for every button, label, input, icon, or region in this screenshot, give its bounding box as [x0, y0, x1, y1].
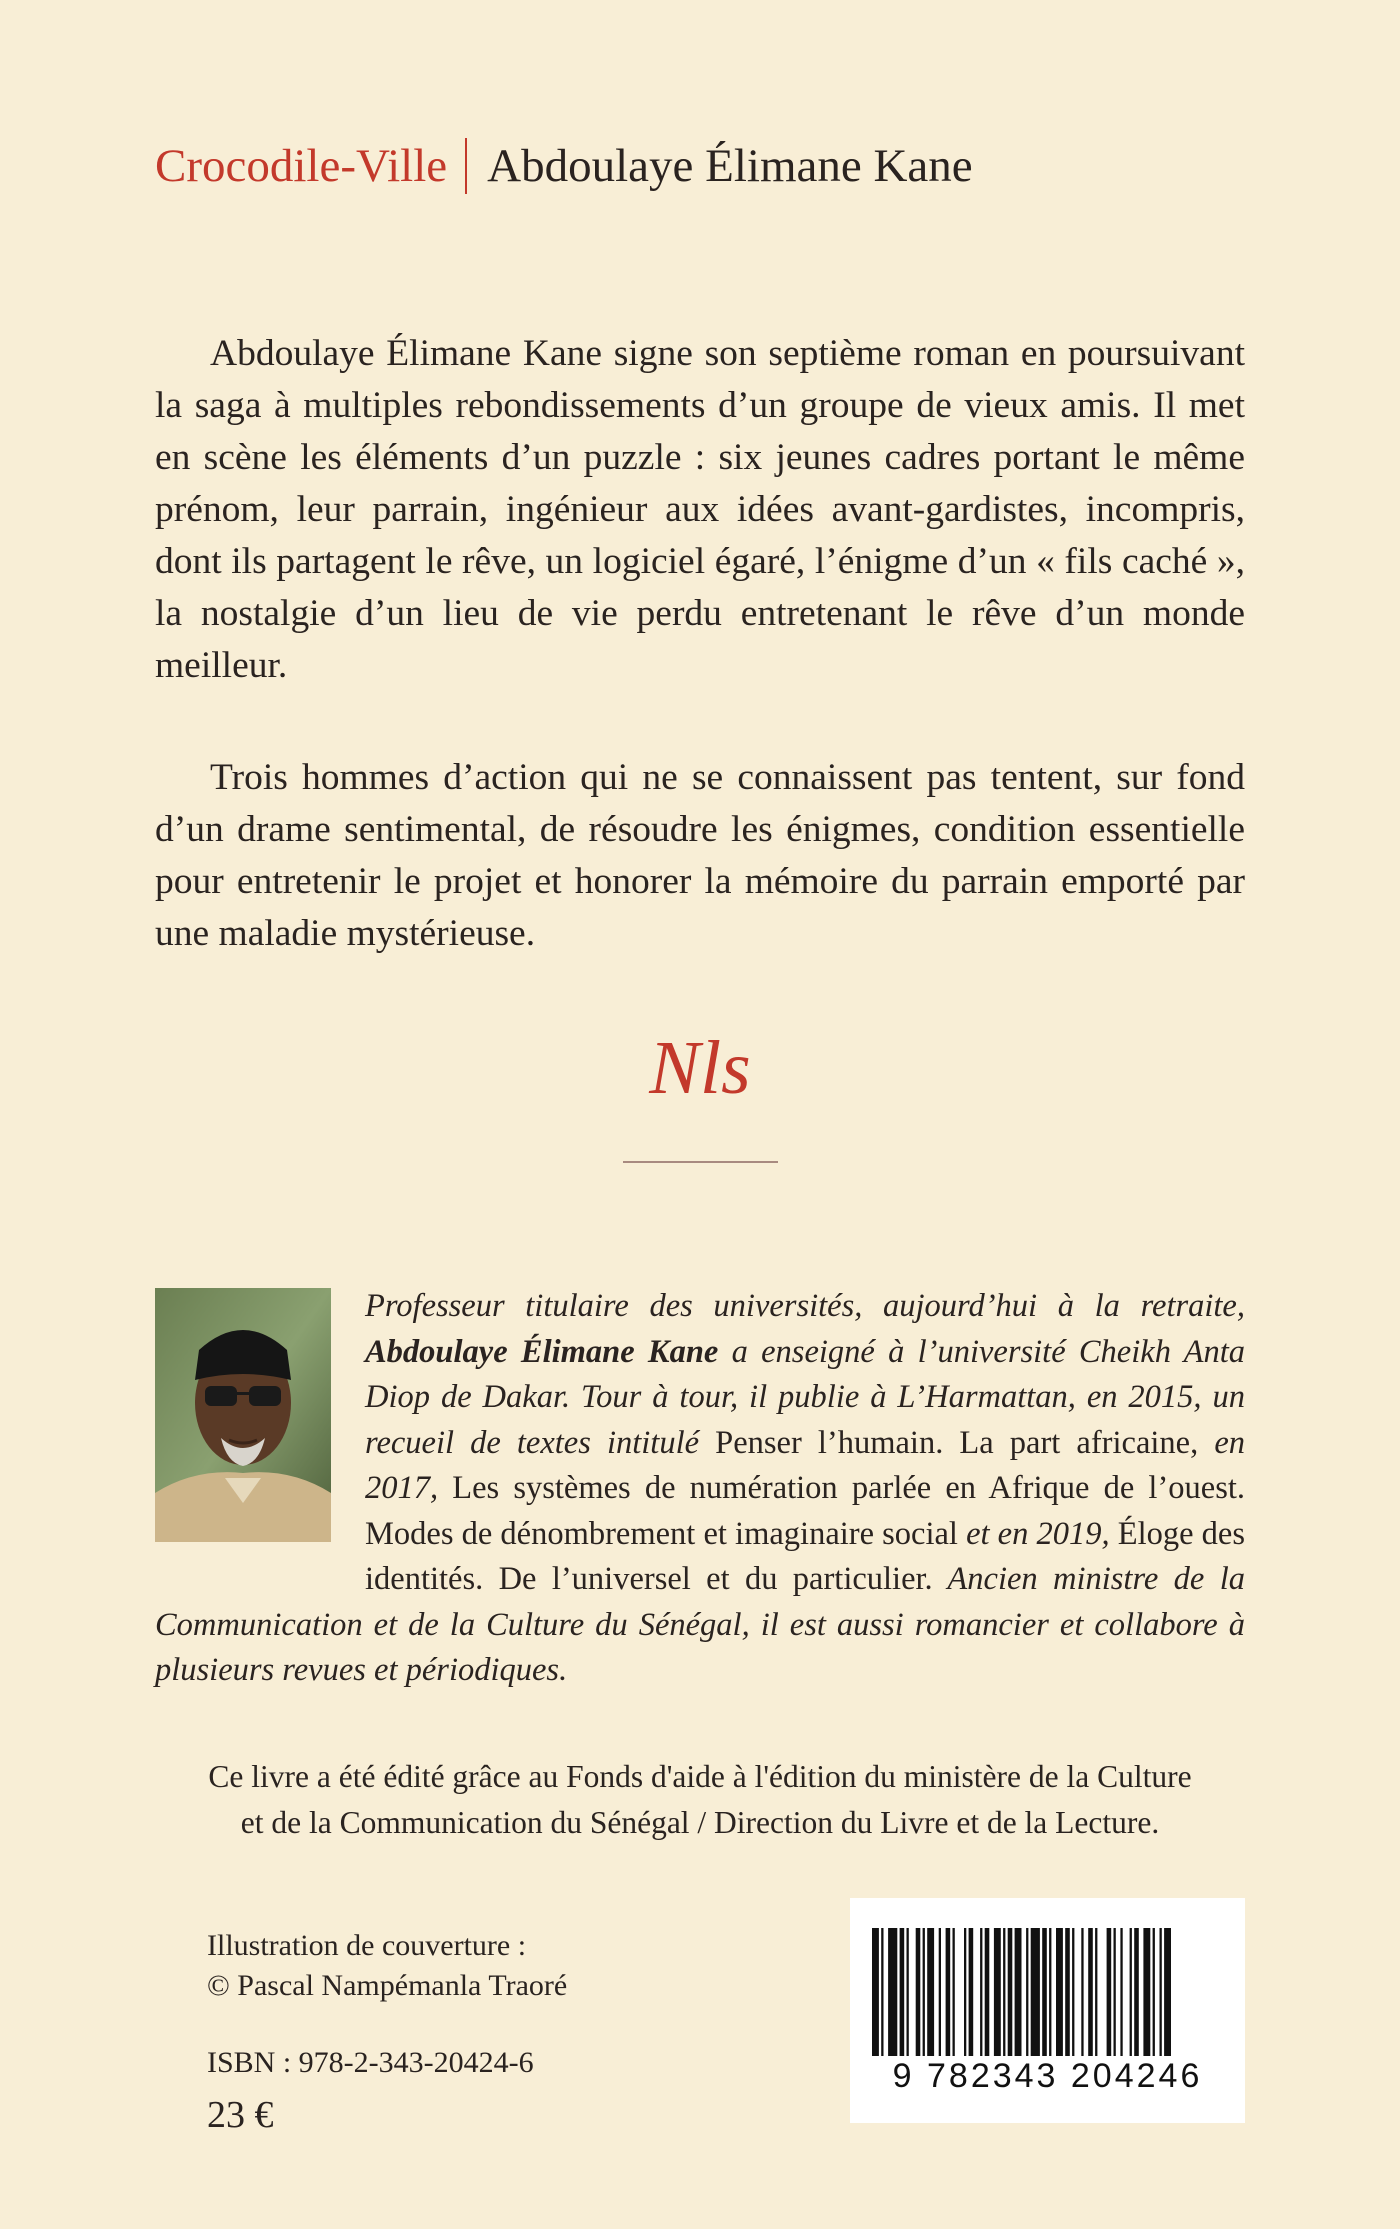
barcode-bar: [985, 1928, 990, 2056]
barcode-bar: [1081, 1928, 1083, 2056]
barcode-bar: [953, 1928, 955, 2056]
publisher-logo: Nls: [649, 1026, 751, 1110]
bio-text-3: en 2017,: [365, 1424, 1245, 1506]
barcode-bar: [1160, 1928, 1162, 2056]
barcode-bar: [1015, 1928, 1022, 2056]
book-title: Crocodile-Ville: [155, 139, 448, 192]
barcode: [850, 1898, 1245, 2123]
barcode-bar: [1065, 1928, 1070, 2056]
barcode-bar: [1107, 1928, 1112, 2056]
barcode-bar: [1164, 1928, 1171, 2056]
book-author: Abdoulaye Élimane Kane: [487, 139, 973, 192]
barcode-bar: [946, 1928, 951, 2056]
credits-line-2: © Pascal Nampémanla Traoré: [207, 1969, 568, 2002]
barcode-bar: [1056, 1928, 1063, 2056]
cover-credits: [207, 1926, 567, 2006]
barcode-bar: [881, 1928, 883, 2056]
barcode-bar: [1072, 1928, 1074, 2056]
barcode-bar: [1095, 1928, 1097, 2056]
barcode-digits: 9 782343 204246: [892, 2057, 1203, 2095]
author-bio: [155, 1284, 1245, 1694]
barcode-bar: [916, 1928, 921, 2056]
barcode-bar: [907, 1928, 909, 2056]
barcode-bar: [888, 1928, 897, 2056]
logo-divider: [623, 1161, 778, 1163]
barcode-bar: [969, 1928, 974, 2056]
funding-line-2: et de la Communication du Sénégal / Direction du Livre et de la Lecture.: [240, 1805, 1160, 1840]
barcode-bar: [1143, 1928, 1150, 2056]
bio-author-name: Abdoulaye Élimane Kane: [365, 1333, 719, 1370]
barcode-bar: [1114, 1928, 1116, 2056]
blurb-paragraph-1: Abdoulaye Élimane Kane signe son septième roman en poursuivant la saga à multiples rebondissements d’un groupe de vieux amis. Il met en scène les éléments d’un puzzle : six jeunes cadres portant le même prénom, leur parrain, ingénieur aux idées avant-gardistes, incompris, dont ils partagent le rêve, un logiciel égaré, l’énigme d’un « fils caché », la nostalgie d’un lieu de vie perdu entretenant le rêve d’un monde meilleur.: [155, 333, 1245, 686]
bio-book-2: Les systèmes de numération parlée en Afrique de l’ouest. Modes de dénombrement et imaginaire social: [365, 1470, 1245, 1552]
bio-book-1: Penser l’humain. La part africaine,: [715, 1424, 1199, 1461]
barcode-bar: [1120, 1928, 1122, 2056]
bio-text-2: a enseigné à l’université Cheikh Anta Diop de Dakar. Tour à tour, il publie à L’Harmattan, en 2015, un recueil de textes intitulé: [365, 1333, 1245, 1461]
barcode-bar: [1153, 1928, 1155, 2056]
barcode-bar: [964, 1928, 966, 2056]
barcode-bar: [1042, 1928, 1047, 2056]
isbn: ISBN : 978-2-343-20424-6: [207, 2046, 534, 2079]
bio-book-3: Éloge des identités. De l’universel et du particulier.: [365, 1515, 1245, 1597]
barcode-bar: [1134, 1928, 1139, 2056]
barcode-bar: [1031, 1928, 1040, 2056]
barcode-bar: [923, 1928, 925, 2056]
barcode-bar: [1130, 1928, 1132, 2056]
blurb-paragraph-2: Trois hommes d’action qui ne se connaissent pas tentent, sur fond d’un drame sentimental, de résoudre les énigmes, condition essentielle pour entretenir le projet et honorer la mémoire du parrain emporté par une maladie mystérieuse.: [155, 757, 1245, 954]
barcode-bar: [994, 1928, 1001, 2056]
barcode-bar: [1026, 1928, 1028, 2056]
photo-spacer: [155, 1284, 365, 1594]
price: 23 €: [207, 2094, 274, 2136]
title-separator: [465, 138, 467, 194]
barcode-bar: [939, 1928, 941, 2056]
barcode-bar: [1008, 1928, 1013, 2056]
funding-line-1: Ce livre a été édité grâce au Fonds d'aide à l'édition du ministère de la Culture: [208, 1759, 1192, 1794]
bio-text-1: Professeur titulaire des universités, aujourd’hui à la retraite,: [365, 1288, 1245, 1324]
barcode-bar: [927, 1928, 934, 2056]
barcode-bar: [1049, 1928, 1051, 2056]
barcode-bar: [900, 1928, 905, 2056]
barcode-bar: [872, 1928, 879, 2056]
barcode-bar: [980, 1928, 982, 2056]
bio-text-5: Ancien ministre de la Communication et de la Culture du Sénégal, il est aussi romancier et collabore à plusieurs revues et périodiques.: [155, 1561, 1245, 1688]
credits-line-1: Illustration de couverture :: [207, 1929, 527, 1962]
barcode-bar: [1003, 1928, 1005, 2056]
bio-text-4: et en 2019,: [957, 1515, 1118, 1552]
funding-notice: [0, 1754, 1400, 1846]
header: [155, 138, 973, 194]
barcode-bar: [1088, 1928, 1093, 2056]
